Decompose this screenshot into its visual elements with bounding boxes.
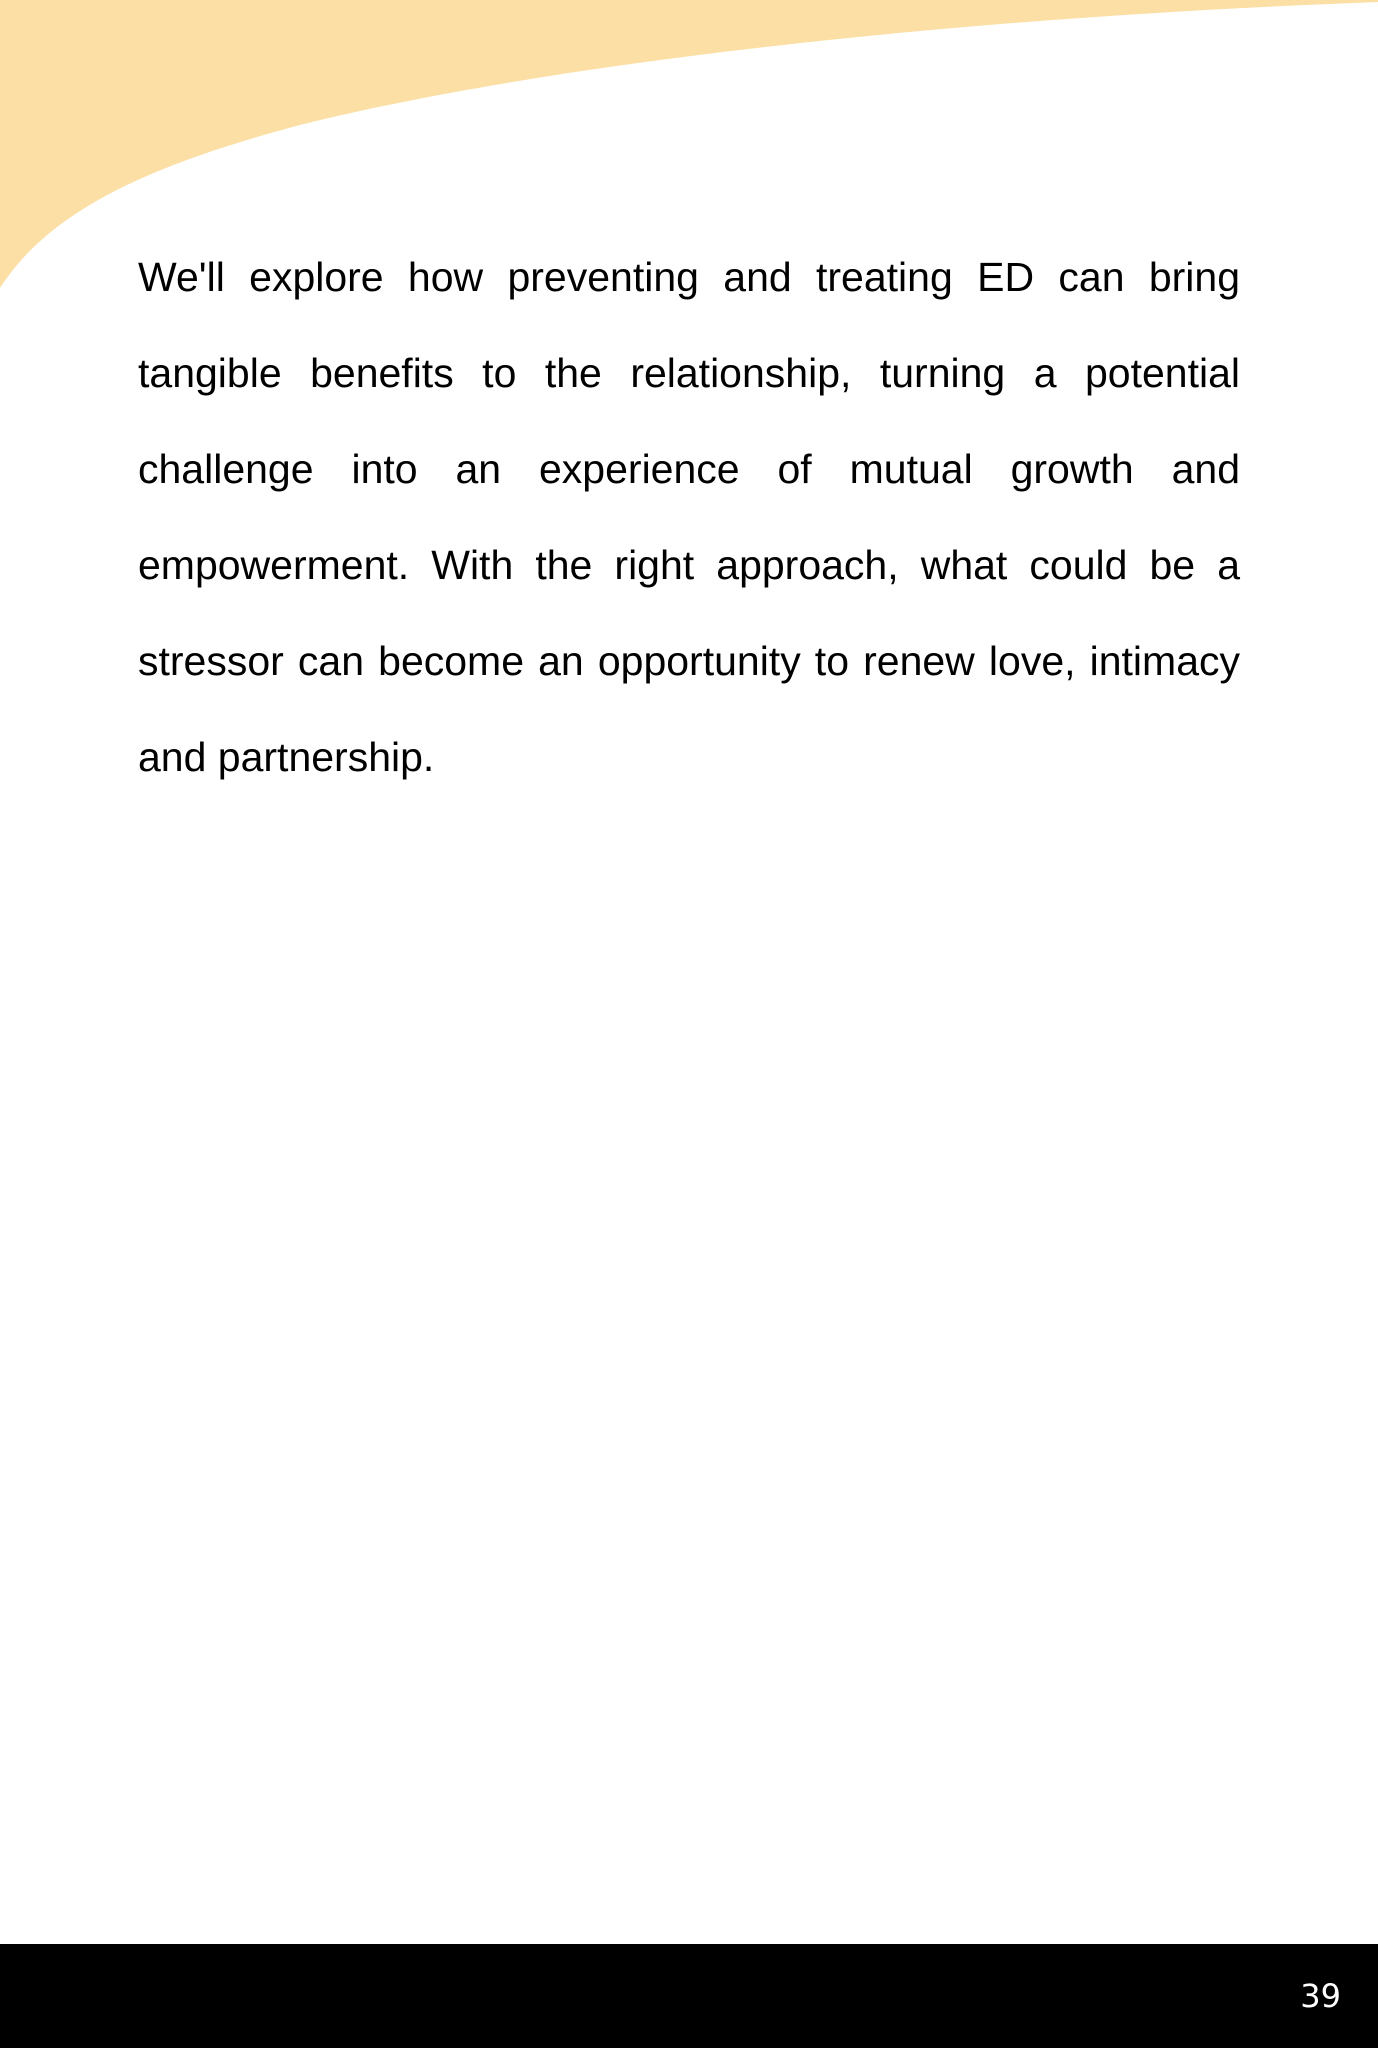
footer-bar	[0, 1944, 1378, 2048]
page-number: 39	[1300, 1977, 1341, 2015]
body-paragraph: We'll explore how preventing and treating ED can bring tangible benefits to the relationship, turning a potential challenge into an experience of mutual growth and empowerment. With the right approach, what could be a stressor can become an opportunity to renew love, intimacy and partnership.	[138, 254, 1240, 780]
